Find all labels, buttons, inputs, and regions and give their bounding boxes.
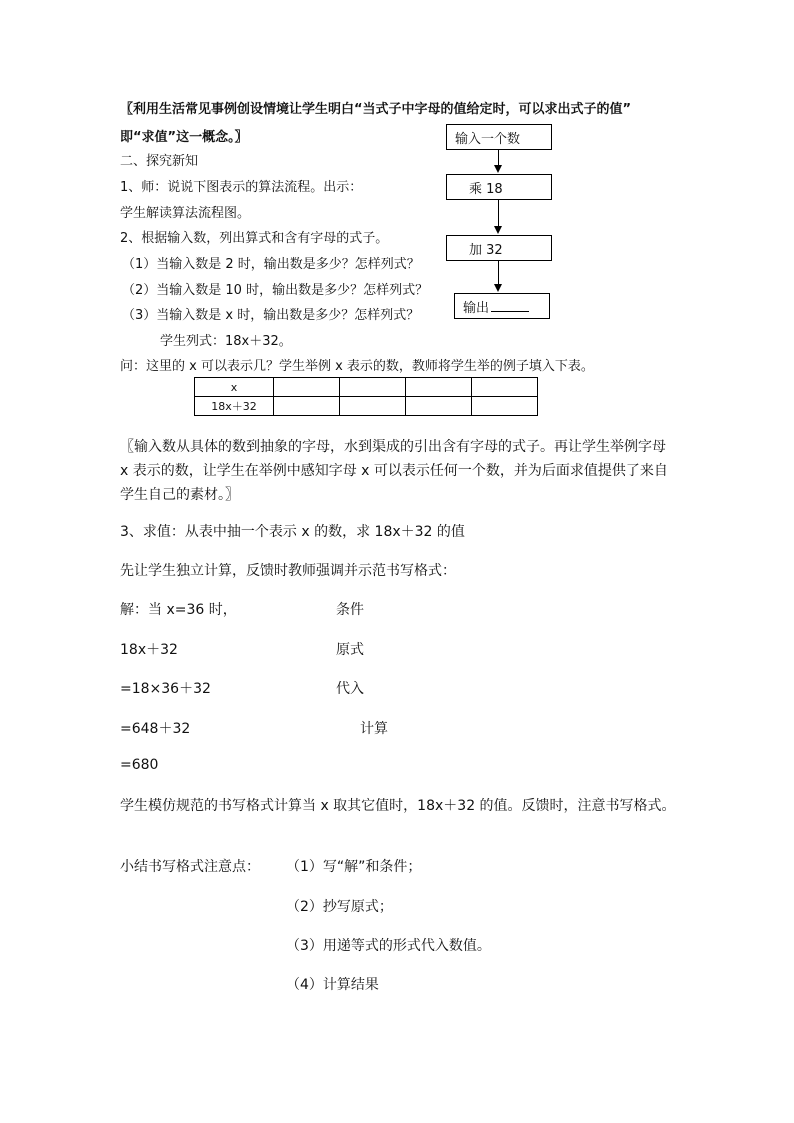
summary-point-2: （2）抄写原式； <box>286 899 393 915</box>
table-cell <box>340 397 406 416</box>
arrow-down-icon <box>494 165 502 173</box>
question-fill-table: 问：这里的 x 可以表示几？学生举例 x 表示的数，教师将学生举的例子填入下表。 <box>120 359 594 374</box>
flow-connector <box>498 150 499 166</box>
flow-connector <box>498 261 499 285</box>
table-cell <box>472 397 538 416</box>
solution-line-1: 解：当 x=36 时， <box>120 602 237 618</box>
item-2: 2、根据输入数，列出算式和含有字母的式子。 <box>120 231 389 246</box>
flow-box-input-label: 输入一个数 <box>455 131 521 147</box>
table-cell <box>340 378 406 397</box>
solution-note-4: 计算 <box>360 721 388 737</box>
output-blank <box>491 301 529 312</box>
intro-line-1: 〖利用生活常见事例创设情境让学生明白“当式子中字母的值给定时，可以求出式子的值” <box>120 102 632 117</box>
flow-box-add <box>446 235 552 261</box>
question-1: （1）当输入数是 2 时，输出数是多少？怎样列式？ <box>122 257 420 272</box>
independent-calc: 先让学生独立计算，反馈时教师强调并示范书写格式： <box>120 563 456 579</box>
solution-line-4: =648＋32 <box>120 721 191 737</box>
solution-line-2: 18x＋32 <box>120 642 178 658</box>
flow-connector <box>498 200 499 226</box>
arrow-down-icon <box>494 284 502 292</box>
item-1b: 学生解读算法流程图。 <box>120 206 251 221</box>
value-table <box>194 377 538 416</box>
table-cell <box>274 397 340 416</box>
table-cell <box>406 378 472 397</box>
section-heading: 二、探究新知 <box>120 154 199 169</box>
table-cell <box>472 378 538 397</box>
intro-line-2: 即“求值”这一概念。〗 <box>120 130 248 145</box>
item-1: 1、师：说说下图表示的算法流程。出示： <box>120 180 363 195</box>
summary-point-1: （1）写“解”和条件； <box>286 859 422 875</box>
question-3: （3）当输入数是 x 时，输出数是多少？怎样列式？ <box>122 308 420 323</box>
imitate-paragraph: 学生模仿规范的书写格式计算当 x 取其它值时，18x＋32 的值。反馈时，注意书写格式。 <box>120 798 676 814</box>
table-row <box>195 378 538 397</box>
table-cell <box>406 397 472 416</box>
solution-note-1: 条件 <box>336 602 364 618</box>
flow-box-add-label: 加 32 <box>469 242 503 258</box>
summary-point-4: （4）计算结果 <box>286 977 379 993</box>
question-2: （2）当输入数是 10 时，输出数是多少？怎样列式？ <box>122 283 429 298</box>
solution-line-3: =18×36＋32 <box>120 681 211 697</box>
student-formula: 学生列式：18x＋32。 <box>160 334 292 349</box>
flow-box-multiply <box>446 174 552 200</box>
flow-box-input <box>446 124 552 150</box>
solution-note-2: 原式 <box>336 642 364 658</box>
flow-box-multiply-label: 乘 18 <box>469 181 503 197</box>
note-paragraph: 〖输入数从具体的数到抽象的字母，水到渠成的引出含有字母的式子。再让学生举例字母 x 表示的数，让学生在举例中感知字母 x 可以表示任何一个数，并为后面求值提供了来自学生自己的素材。〗 <box>120 439 668 503</box>
flow-box-output <box>454 293 550 319</box>
step-3: 3、求值：从表中抽一个表示 x 的数，求 18x＋32 的值 <box>120 524 465 540</box>
solution-line-5: =680 <box>120 757 159 773</box>
summary-lead: 小结书写格式注意点： <box>120 859 260 875</box>
flow-box-output-label: 输出 <box>463 300 490 316</box>
table-header-x: x <box>195 378 274 397</box>
arrow-down-icon <box>494 226 502 234</box>
table-header-expression: 18x＋32 <box>195 397 274 416</box>
table-row <box>195 397 538 416</box>
solution-note-3: 代入 <box>336 681 364 697</box>
table-cell <box>274 378 340 397</box>
summary-point-3: （3）用递等式的形式代入数值。 <box>286 938 491 954</box>
